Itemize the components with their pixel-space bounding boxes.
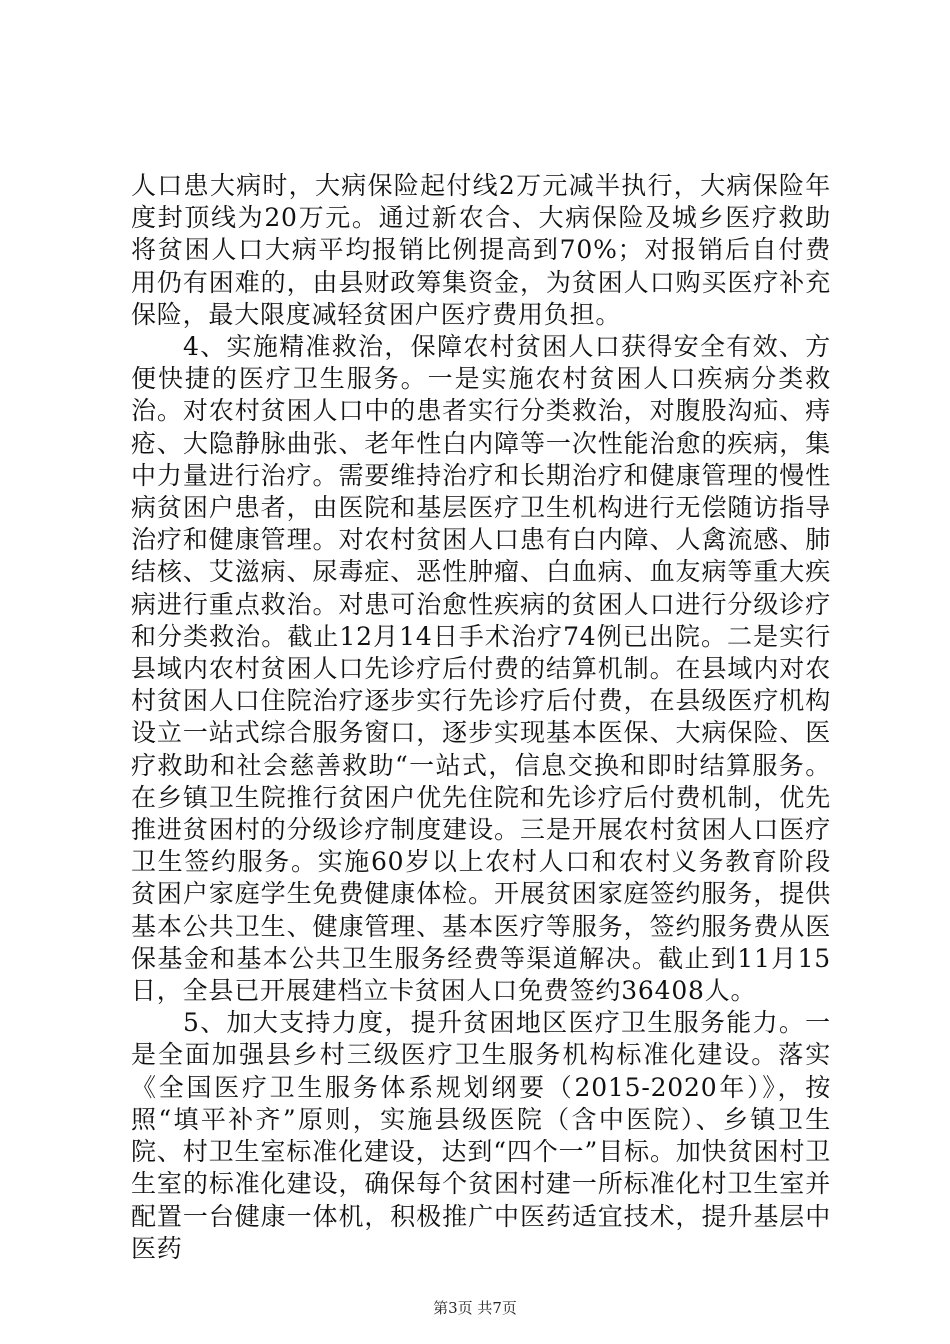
paragraph-1: 人口患大病时，大病保险起付线2万元减半执行，大病保险年度封顶线为20万元。通过新农合、大病保险及城乡医疗救助将贫困人口大病平均报销比例提高到70%；对报销后自付费用仍有困难的，由县财政筹集资金，为贫困人口购买医疗补充保险，最大限度减轻贫困户医疗费用负担。 xyxy=(131,171,831,329)
paragraph-3: 5、加大支持力度，提升贫困地区医疗卫生服务能力。一是全面加强县乡村三级医疗卫生服务机构标准化建设。落实《全国医疗卫生服务体系规划纲要（2015-2020年）》，按照“填平补齐”原则，实施县级医院（含中医院）、乡镇卫生院、村卫生室标准化建设，达到“四个一”目标。加快贫困村卫生室的标准化建设，确保每个贫困村建一所标准化村卫生室并配置一台健康一体机，积极推广中医药适宜技术，提升基层中医药 xyxy=(131,1008,831,1263)
page-number-footer: 第3页 共7页 xyxy=(433,1299,517,1317)
paragraph-2: 4、实施精准救治，保障农村贫困人口获得安全有效、方便快捷的医疗卫生服务。一是实施农村贫困人口疾病分类救治。对农村贫困人口中的患者实行分类救治，对腹股沟疝、痔疮、大隐静脉曲张、老年性白内障等一次性能治愈的疾病，集中力量进行治疗。需要维持治疗和长期治疗和健康管理的慢性病贫困户患者，由医院和基层医疗卫生机构进行无偿随访指导治疗和健康管理。对农村贫困人口患有白内障、人禽流感、肺结核、艾滋病、尿毒症、恶性肿瘤、白血病、血友病等重大疾病进行重点救治。对患可治愈性疾病的贫困人口进行分级诊疗和分类救治。截止12月14日手术治疗74例已出院。二是实行县域内农村贫困人口先诊疗后付费的结算机制。在县域内对农村贫困人口住院治疗逐步实行先诊疗后付费，在县级医疗机构设立一站式综合服务窗口，逐步实现基本医保、大病保险、医疗救助和社会慈善救助“一站式，信息交换和即时结算服务。在乡镇卫生院推行贫困户优先住院和先诊疗后付费机制，优先推进贫困村的分级诊疗制度建设。三是开展农村贫困人口医疗卫生签约服务。实施60岁以上农村人口和农村义务教育阶段贫困户家庭学生免费健康体检。开展贫困家庭签约服务，提供基本公共卫生、健康管理、基本医疗等服务，签约服务费从医保基金和基本公共卫生服务经费等渠道解决。截止到11月15日，全县已开展建档立卡贫困人口免费签约36408人。 xyxy=(131,332,831,1006)
document-body xyxy=(131,170,831,1265)
